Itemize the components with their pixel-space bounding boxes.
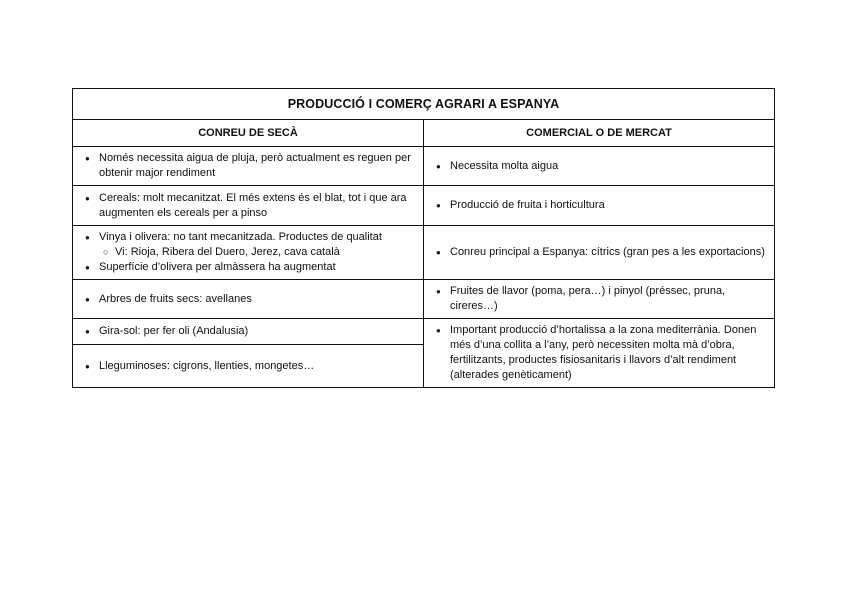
list-item: ● Vinya i olivera: no tant mecanitzada. Productes de qualitat bbox=[85, 230, 415, 245]
list-item: ● Lleguminoses: cigrons, llenties, mongetes… bbox=[85, 359, 415, 374]
list-item: ● Important producció d’hortalissa a la zona mediterrània. Donen més d’una collita a l’any, però necessiten molta mà d’obra, fertilitzants, productes fisiosanitaris i llavors d’alt rendiment (alterades genèticament) bbox=[436, 323, 766, 383]
table-title: PRODUCCIÓ I COMERÇ AGRARI A ESPANYA bbox=[73, 89, 775, 120]
table-row bbox=[73, 280, 775, 319]
list-item: ● Fruites de llavor (poma, pera…) i pinyol (préssec, pruna, cireres…) bbox=[436, 284, 766, 314]
list-item: ● Cereals: molt mecanitzat. El més extens és el blat, tot i que ara augmenten els cereals per a pinso bbox=[85, 191, 415, 221]
table-row bbox=[73, 147, 775, 186]
agrarian-table bbox=[72, 88, 775, 388]
list-item: ● Necessita molta aigua bbox=[436, 159, 766, 174]
header-commercial: COMERCIAL O DE MERCAT bbox=[424, 120, 775, 147]
list-item: ● Conreu principal a Espanya: cítrics (gran pes a les exportacions) bbox=[436, 245, 766, 260]
list-item: ● Superfície d’olivera per almàssera ha augmentat bbox=[85, 260, 415, 275]
table-row bbox=[73, 186, 775, 226]
list-item: ● Producció de fruita i horticultura bbox=[436, 198, 766, 213]
list-item: ● Només necessita aigua de pluja, però actualment es reguen per obtenir major rendiment bbox=[85, 151, 415, 181]
table-row bbox=[73, 319, 775, 345]
header-dryland: CONREU DE SECÀ bbox=[73, 120, 424, 147]
list-item: ● Gira-sol: per fer oli (Andalusia) bbox=[85, 324, 415, 339]
table-row bbox=[73, 226, 775, 280]
list-item: ● Arbres de fruits secs: avellanes bbox=[85, 292, 415, 307]
sub-list-item: ○ Vi: Rioja, Ribera del Duero, Jerez, cava català bbox=[85, 245, 415, 260]
